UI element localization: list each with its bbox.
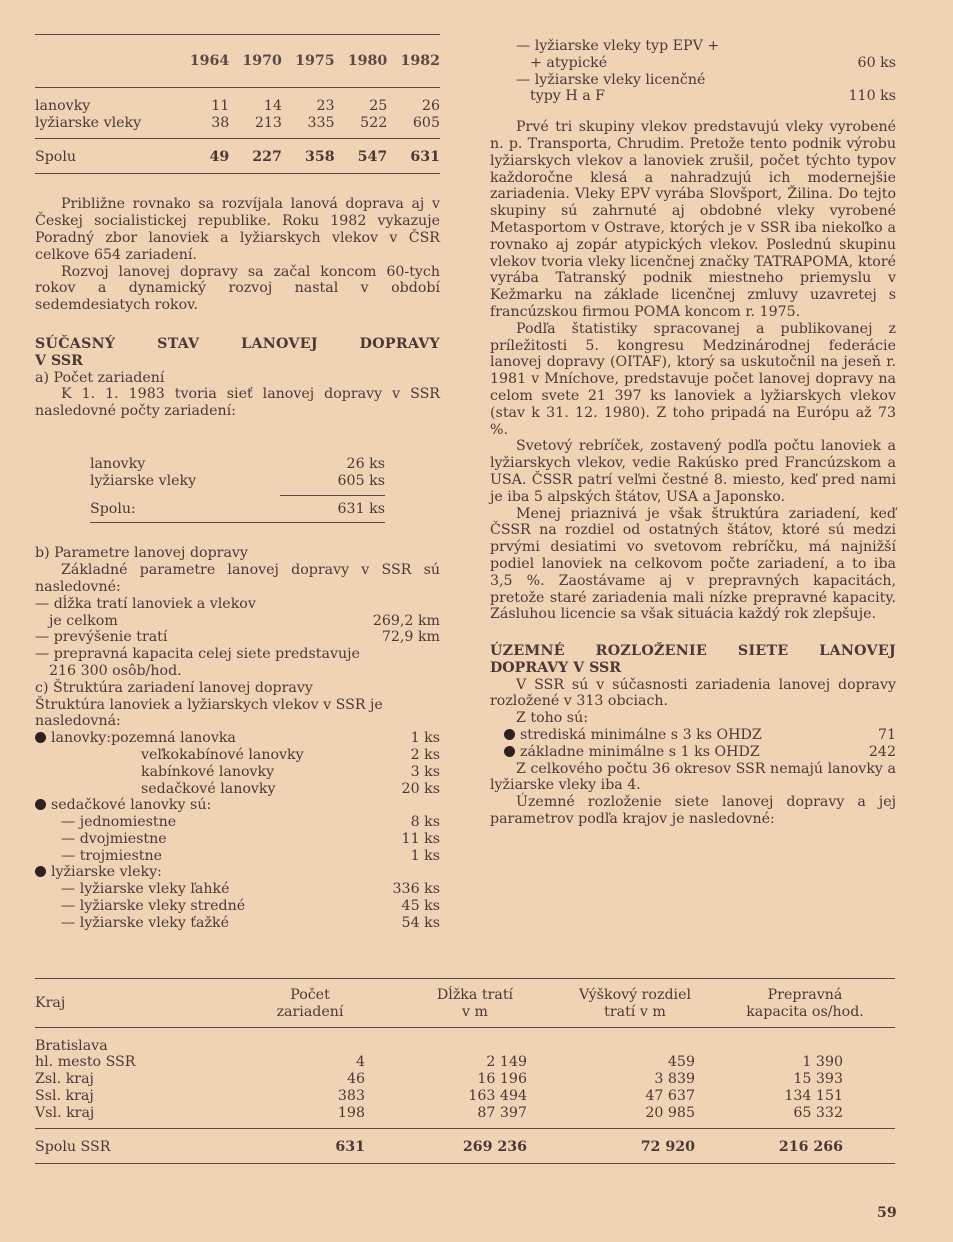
list-item: veľkokabínové lanovky 2 ks bbox=[141, 746, 440, 763]
bullet-icon bbox=[35, 732, 46, 743]
param-item: je celkom 269,2 km bbox=[49, 612, 440, 629]
list-item: strediská minimálne s 3 ks OHDZ 71 bbox=[490, 727, 896, 744]
list-item: — lyžiarske vleky ťažké 54 ks bbox=[61, 914, 440, 931]
bullet-icon bbox=[35, 866, 46, 877]
column-header-dlzka: Dĺžka tratí v m bbox=[436, 987, 514, 1020]
bullet-icon bbox=[504, 729, 515, 740]
paragraph: Územné rozloženie siete lanovej dopravy a jej parametrov podľa krajov je nasledovné: bbox=[490, 794, 896, 828]
list-item: — dvojmiestne 11 ks bbox=[61, 830, 440, 847]
table-total-row: Spolu 49 227 358 547 631 bbox=[35, 148, 440, 165]
list-item: — lyžiarske vleky ľahké 336 ks bbox=[61, 881, 440, 898]
table-rule bbox=[35, 1128, 895, 1129]
table-row: Vsl. kraj 198 87 397 20 985 65 332 bbox=[35, 1104, 843, 1121]
paragraph: Menej priaznivá je však štruktúra zariadení, keď ČSSR na rozdiel od ostatných štátov, ktoré sú medzi prvými desiatimi vo svetovom rebríčku, má najnižší podiel lanoviek na celkovom počte zariadení, a to iba 3,5 %. Zaostávame aj v prepravných kapacitách, pretože staré zariadenia mali nízke prepravné kapacity. Zásluhou licencie sa však situácia každý rok zlepšuje. bbox=[490, 505, 896, 623]
column-header-pocet: Počet zariadení bbox=[276, 987, 344, 1020]
region-table bbox=[35, 978, 895, 1164]
param-item: — dĺžka tratí lanoviek a vlekov bbox=[35, 595, 256, 612]
table-row: lyžiarske vleky 38 213 335 522 605 bbox=[35, 114, 440, 131]
param-item: — prepravná kapacita celej siete predstavuje bbox=[35, 646, 360, 663]
list-item: + atypické 60 ks bbox=[530, 54, 896, 71]
subheading-b: b) Parametre lanovej dopravy bbox=[35, 545, 248, 562]
paragraph: V SSR sú v súčasnosti zariadenia lanovej dopravy rozložené v 313 obciach. bbox=[490, 676, 896, 710]
paragraph: Približne rovnako sa rozvíjala lanová doprava aj v Českej socialistickej republike. Roku 1982 vykazuje Poradný zbor lanoviek a lyžiarskych vlekov v ČSR celkove 654 zariadení. bbox=[35, 196, 440, 263]
table-rule bbox=[35, 87, 440, 88]
column-header-vyskovy: Výškový rozdiel tratí v m bbox=[579, 987, 691, 1020]
table-rule bbox=[35, 173, 440, 174]
table-rule bbox=[35, 978, 895, 979]
table-row: hl. mesto SSR 4 2 149 459 1 390 bbox=[35, 1054, 843, 1071]
year-header: 1975 bbox=[295, 52, 335, 69]
year-header: 1982 bbox=[400, 52, 440, 69]
paragraph: Rozvoj lanovej dopravy sa začal koncom 60-tych rokov a dynamický rozvoj nastal v období sedemdesiatych rokov. bbox=[35, 263, 440, 314]
year-header: 1970 bbox=[242, 52, 282, 69]
list-item: — jednomiestne 8 ks bbox=[61, 814, 440, 831]
list-item-total: Spolu: 631 ks bbox=[90, 500, 385, 517]
param-item: — prevýšenie tratí 72,9 km bbox=[35, 629, 440, 646]
list-item: sedačkové lanovky 20 ks bbox=[141, 780, 440, 797]
subheading-c: c) Štruktúra zariadení lanovej dopravy bbox=[35, 679, 313, 696]
paragraph: Podľa štatistiky spracovanej a publikovanej z príležitosti 5. kongresu Medzinárodnej federácie lanovej dopravy (OITAF), ktorý sa uskutočnil na jeseň r. 1981 v Mníchove, predstavuje počet lanovej dopravy na celom svete 21 397 ks lanoviek a lyžiarskych vlekov (stav k 31. 12. 1980). Z toho pripadá na Európu až 73 %. bbox=[490, 320, 896, 438]
paragraph: Z celkového počtu 36 okresov SSR nemajú lanovky a lyžiarske vleky iba 4. bbox=[490, 760, 896, 794]
left-column bbox=[35, 34, 440, 932]
list-item: — lyžiarske vleky stredné 45 ks bbox=[61, 898, 440, 915]
section-heading: ÚZEMNÉ ROZLOŽENIE SIETE LANOVEJ DOPRAVY V SSR bbox=[490, 643, 896, 676]
region-table-header bbox=[35, 987, 895, 1021]
table-row: Ssl. kraj 383 163 494 47 637 134 151 bbox=[35, 1087, 843, 1104]
table-row: Zsl. kraj 46 16 196 3 839 15 393 bbox=[35, 1071, 843, 1088]
year-header: 1980 bbox=[347, 52, 388, 69]
sum-rule bbox=[90, 522, 385, 523]
list-item: — lyžiarske vleky licenčné bbox=[516, 71, 706, 88]
table-row: Bratislava bbox=[35, 1037, 108, 1054]
list-group-label: sedačkové lanovky sú: bbox=[35, 797, 440, 814]
bullet-icon bbox=[504, 746, 515, 757]
list-item: základne minimálne s 1 ks OHDZ 242 bbox=[490, 744, 896, 761]
column-header-kraj: Kraj bbox=[35, 995, 66, 1012]
table-rule bbox=[35, 1163, 895, 1164]
paragraph: Základné parametre lanovej dopravy v SSR sú nasledovné: bbox=[35, 562, 440, 595]
table-rule bbox=[35, 34, 440, 35]
list-group-label: lyžiarske vleky: bbox=[35, 864, 440, 881]
paragraph: Štruktúra lanoviek a lyžiarskych vlekov v SSR je nasledovná: bbox=[35, 696, 383, 730]
bullet-icon bbox=[35, 799, 46, 810]
table-rule bbox=[35, 138, 440, 139]
growth-table-header bbox=[35, 41, 440, 81]
growth-table bbox=[35, 41, 440, 174]
paragraph: Prvé tri skupiny vlekov predstavujú vleky vyrobené n. p. Transporta, Chrudim. Pretože tento podnik výrobu lyžiarskych vlekov a lanoviek zrušil, počet týchto typov každoročne klesá a nahradzujú ich modernejšie zariadenia. Vleky EPV vyrába Slovšport, Žilina. Do tejto skupiny sú zahrnuté aj obdobné vleky vyrobené Metasportom v Ostrave, ktorých je v SSR iba niekoľko a rovnako aj zopár atypických vlekov. Poslednú skupinu vlekov tvoria vleky licenčnej značky TATRAPOMA, ktoré vyrába Tatranský podnik miestneho priemyslu v Kežmarku na základe licenčnej zmluvy uzavretej s francúzskou firmou POMA koncom r. 1975. bbox=[490, 119, 896, 320]
section-heading: SÚČASNÝ STAV LANOVEJ DOPRAVY V SSR bbox=[35, 335, 440, 369]
list-item: lyžiarske vleky 605 ks bbox=[90, 472, 385, 489]
list-item: lanovky:pozemná lanovka 1 ks bbox=[35, 730, 440, 747]
subheading-a: a) Počet zariadení bbox=[35, 369, 165, 386]
page-number: 59 bbox=[877, 1205, 897, 1221]
sum-rule bbox=[280, 495, 385, 496]
list-item: kabínkové lanovky 3 ks bbox=[141, 763, 440, 780]
table-rule bbox=[35, 1027, 895, 1028]
year-header: 1964 bbox=[189, 52, 230, 69]
counts-summary bbox=[90, 456, 385, 523]
list-item: typy H a F 110 ks bbox=[530, 88, 896, 105]
list-item: lanovky 26 ks bbox=[90, 455, 385, 472]
table-total-row: Spolu SSR 631 269 236 72 920 216 266 bbox=[35, 1138, 843, 1155]
list-intro: Z toho sú: bbox=[516, 710, 588, 727]
right-column bbox=[490, 38, 896, 828]
list-item: — trojmiestne 1 ks bbox=[61, 847, 440, 864]
list-item: — lyžiarske vleky typ EPV + bbox=[516, 38, 720, 54]
table-row: lanovky 11 14 23 25 26 bbox=[35, 98, 440, 114]
column-header-kapacita: Prepravná kapacita os/hod. bbox=[746, 987, 864, 1020]
paragraph: K 1. 1. 1983 tvoria sieť lanovej dopravy v SSR nasledovné počty zariadení: bbox=[35, 386, 440, 420]
param-item: 216 300 osôb/hod. bbox=[49, 662, 182, 679]
paragraph: Svetový rebríček, zostavený podľa počtu lanoviek a lyžiarskych vlekov, vedie Rakúsko pred Francúzskom a USA. ČSSR patrí veľmi čestné 8. miesto, keď pred nami je iba 5 alpských štátov, USA a Japonsko. bbox=[490, 438, 896, 505]
